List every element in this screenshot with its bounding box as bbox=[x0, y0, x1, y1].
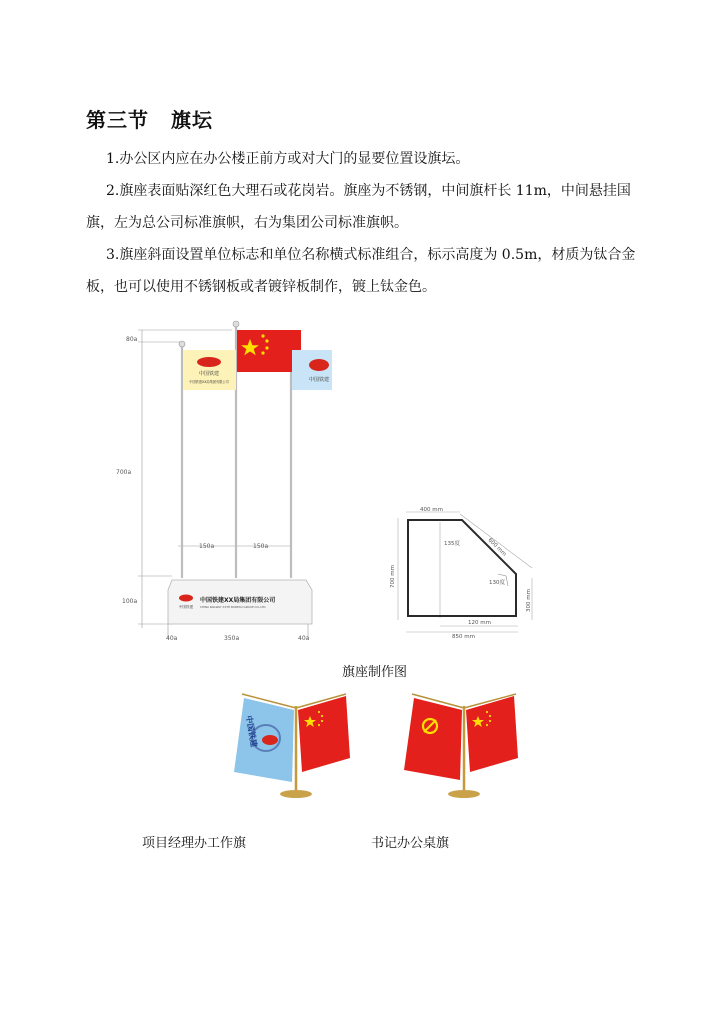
dim-base-center-label: 350a bbox=[224, 635, 240, 642]
national-desk-flag bbox=[466, 696, 518, 772]
logo-icon bbox=[197, 357, 221, 367]
section-title: 旗坛 bbox=[171, 108, 213, 132]
logo-icon bbox=[179, 595, 193, 602]
right-flag-text: 中国铁建 bbox=[308, 377, 330, 383]
dim-inner-angle: 135度 bbox=[444, 541, 460, 547]
manager-flag-text: 中国铁建 bbox=[244, 714, 259, 748]
base-section-outline bbox=[408, 520, 516, 616]
dim-base-right-label: 40a bbox=[298, 635, 310, 642]
left-company-flag bbox=[183, 350, 236, 390]
secretary-desk-flags bbox=[390, 686, 540, 806]
dim-lower-angle: 130度 bbox=[489, 580, 505, 586]
dim-span-right-label: 150a bbox=[253, 543, 269, 550]
base-logo-text: 中国铁建 bbox=[178, 605, 194, 609]
dim-bottom-label: 100a bbox=[122, 598, 138, 605]
secretary-flag-caption: 书记办公桌旗 bbox=[371, 836, 450, 851]
paragraph-2: 2.旗座表面贴深红色大理石或花岗岩。旗座为不锈钢，中间旗杆长 11m，中间悬挂国旗，左为总公司标准旗帜，右为集团公司标准旗帜。 bbox=[86, 183, 631, 231]
right-company-flag bbox=[292, 350, 332, 390]
dim-slope-mm: 600 mm bbox=[486, 537, 508, 558]
paragraph-3: 3.旗座斜面设置单位标志和单位名称横式标准组合，标示高度为 0.5m，材质为钛合金板，也可以使用不锈钢板或者镀锌板制作，镀上钛金色。 bbox=[86, 247, 636, 295]
manager-desk-flags bbox=[222, 686, 372, 806]
national-desk-flag bbox=[298, 696, 350, 772]
dim-height-mm: 700 mm bbox=[390, 565, 396, 588]
dim-span-left-label: 150a bbox=[199, 543, 215, 550]
dim-top-mm: 400 mm bbox=[420, 507, 443, 513]
dim-base-left-label: 40a bbox=[166, 635, 178, 642]
left-flag-text: 中国铁建 bbox=[198, 371, 220, 377]
dim-bottom-mm: 850 mm bbox=[452, 634, 475, 640]
left-flag-subtext: 中国铁建XX局集团有限公司 bbox=[189, 380, 229, 384]
base-name: 中国铁建XX局集团有限公司 bbox=[200, 597, 276, 604]
logo-icon bbox=[309, 359, 329, 371]
dim-top-label: 80a bbox=[126, 336, 138, 343]
party-desk-flag bbox=[404, 698, 462, 780]
section-number: 第三节 bbox=[86, 108, 149, 132]
base-name-en: CHINA RAILWAY XXTH BUREAU GROUP CO.,LTD. bbox=[200, 605, 267, 609]
manager-flag-caption: 项目经理办工作旗 bbox=[142, 836, 247, 851]
dim-inner-bottom-mm: 120 mm bbox=[468, 620, 491, 626]
paragraph-1: 1.办公区内应在办公楼正前方或对大门的显要位置设旗坛。 bbox=[106, 151, 470, 167]
dim-middle-label: 700a bbox=[116, 469, 132, 476]
dim-right-mm: 300 mm bbox=[526, 589, 532, 612]
figure-caption: 旗座制作图 bbox=[342, 665, 408, 680]
section-heading bbox=[86, 104, 213, 133]
base-section-drawing bbox=[380, 502, 540, 644]
flagpole-drawing bbox=[112, 318, 332, 648]
